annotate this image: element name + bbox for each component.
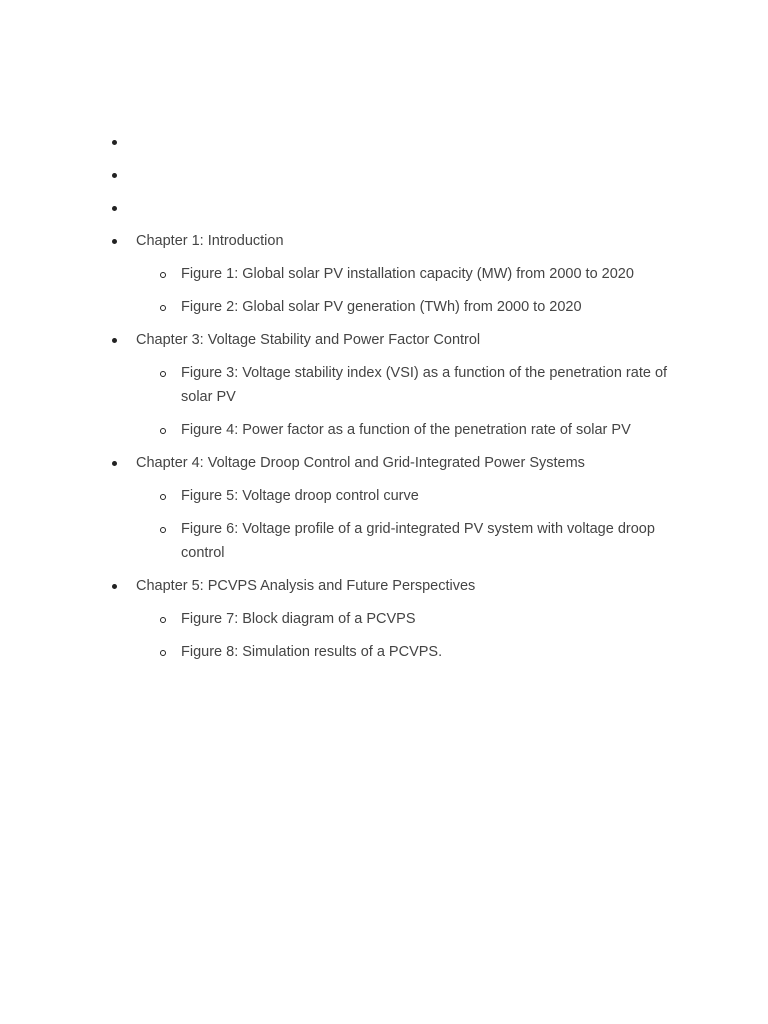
figure-item (136, 607, 682, 631)
figure-label: Figure 2: Global solar PV generation (TWh) from 2000 to 2020 (181, 299, 582, 315)
circle-bullet-icon (160, 428, 166, 434)
bullet-icon (112, 239, 117, 244)
circle-bullet-icon (160, 617, 166, 623)
bullet-icon (112, 173, 117, 178)
bullet-icon (112, 461, 117, 466)
circle-bullet-icon (160, 494, 166, 500)
figure-label: Figure 1: Global solar PV installation capacity (MW) from 2000 to 2020 (181, 266, 634, 282)
circle-bullet-icon (160, 650, 166, 656)
figure-list (136, 607, 682, 664)
chapter-item (112, 574, 682, 664)
empty-bullet-item (112, 196, 682, 220)
circle-bullet-icon (160, 527, 166, 533)
figure-item (136, 262, 682, 286)
chapter-label: Chapter 4: Voltage Droop Control and Grid-Integrated Power Systems (136, 455, 585, 471)
chapter-item (112, 451, 682, 565)
figure-item (136, 517, 682, 565)
bullet-icon (112, 206, 117, 211)
figure-label: Figure 4: Power factor as a function of the penetration rate of solar PV (181, 422, 631, 438)
empty-bullet-item (112, 130, 682, 154)
figure-item (136, 640, 682, 664)
figure-label: Figure 5: Voltage droop control curve (181, 488, 419, 504)
circle-bullet-icon (160, 305, 166, 311)
figure-label: Figure 8: Simulation results of a PCVPS. (181, 644, 443, 660)
bullet-icon (112, 338, 117, 343)
figure-label: Figure 3: Voltage stability index (VSI) as a function of the penetration rate of solar PV (181, 365, 668, 405)
chapter-list (112, 130, 682, 673)
figure-label: Figure 7: Block diagram of a PCVPS (181, 611, 416, 627)
figure-item (136, 361, 682, 409)
chapter-label: Chapter 3: Voltage Stability and Power Factor Control (136, 332, 481, 348)
chapter-label: Chapter 5: PCVPS Analysis and Future Perspectives (136, 578, 476, 594)
bullet-icon (112, 584, 117, 589)
empty-bullet-item (112, 163, 682, 187)
figure-list (136, 361, 682, 442)
chapter-label: Chapter 1: Introduction (136, 233, 284, 249)
figure-item (136, 484, 682, 508)
figure-list (136, 484, 682, 565)
figure-item (136, 295, 682, 319)
circle-bullet-icon (160, 371, 166, 377)
chapter-item (112, 328, 682, 442)
chapter-item (112, 229, 682, 319)
figure-item (136, 418, 682, 442)
figure-label: Figure 6: Voltage profile of a grid-integrated PV system with voltage droop control (181, 521, 655, 561)
figure-list (136, 262, 682, 319)
circle-bullet-icon (160, 272, 166, 278)
bullet-icon (112, 140, 117, 145)
